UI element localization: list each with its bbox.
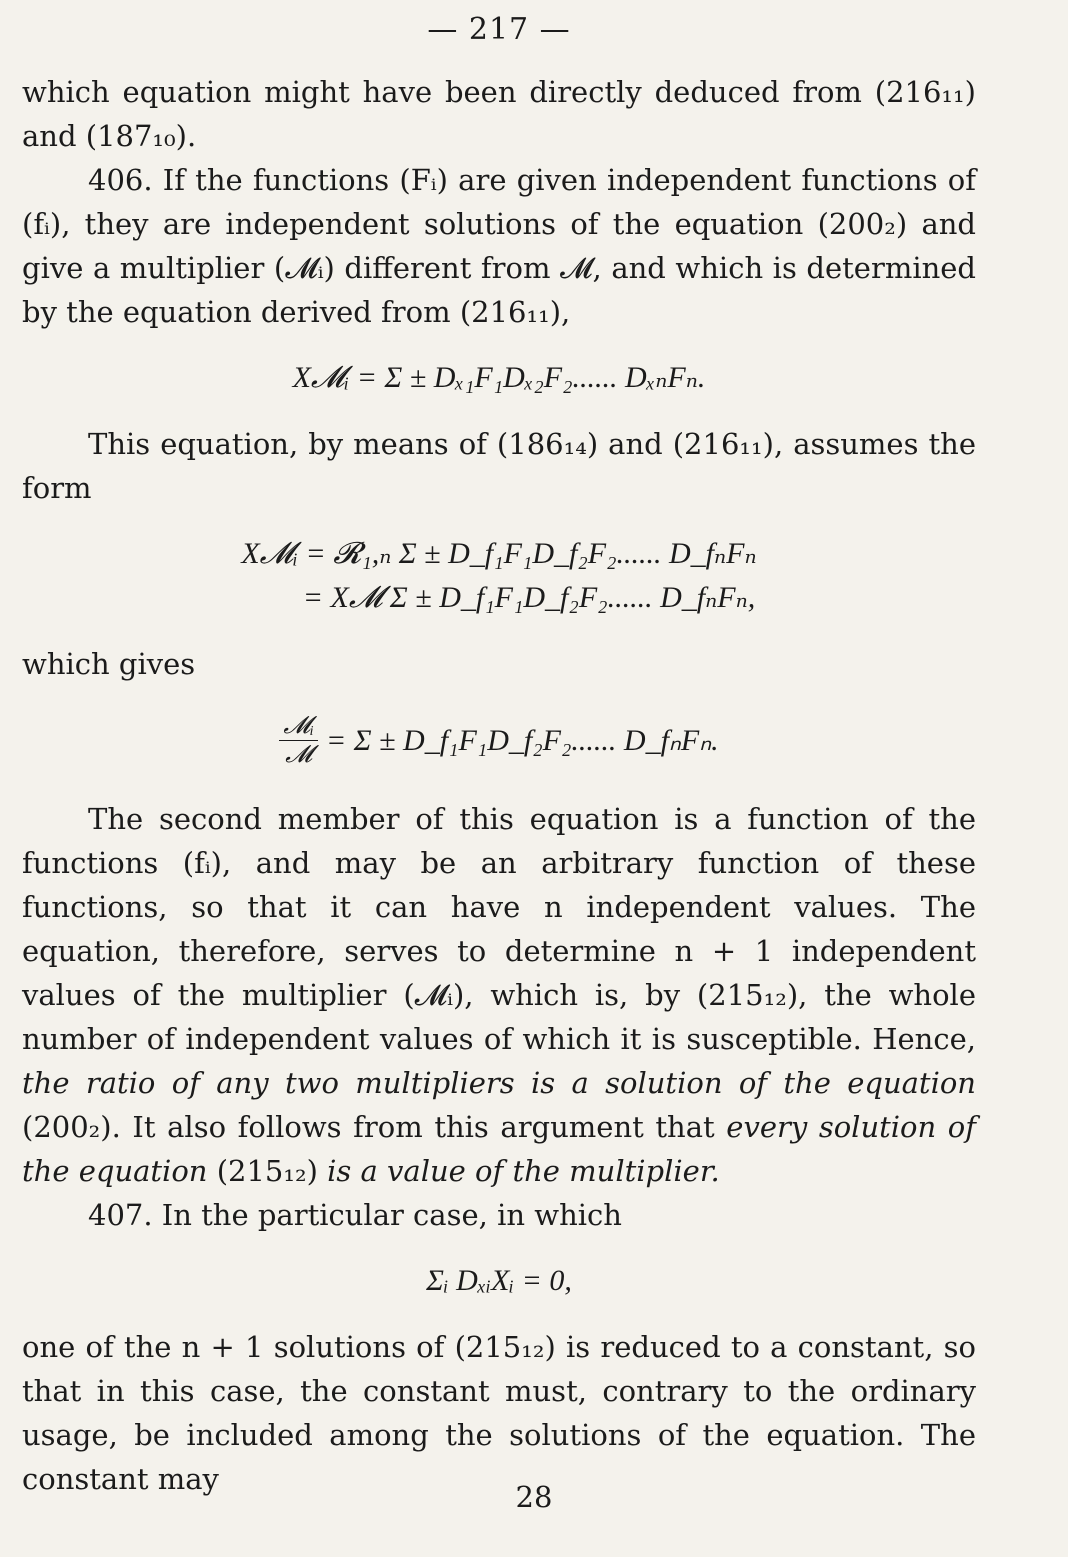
paragraph-second-member	[22, 797, 976, 1193]
paragraph-constant: one of the n + 1 solutions of (215₁₂) is reduced to a constant, so that in this case, the constant must, contrary to the ordinary usage, be included among the solutions of the equation. The constant may	[22, 1330, 976, 1496]
equation-2-line-1: X𝓜ᵢ = 𝓡₁,ₙ Σ ± D_f₁F₁D_f₂F₂...... D_fₙFₙ	[241, 537, 757, 570]
paragraph-this-equation: This equation, by means of (186₁₄) and (216₁₁), assumes the form	[22, 427, 976, 505]
paragraph-407: 407. In the particular case, in which	[88, 1198, 622, 1232]
italic-segment: every solution of the equation	[22, 1110, 976, 1188]
paragraph-which-gives: which gives	[22, 647, 196, 681]
equation-3-fraction	[279, 712, 318, 769]
equation-4: Σᵢ DₓᵢXᵢ = 0,	[426, 1264, 572, 1297]
page-number-header: — 217 —	[427, 12, 571, 47]
fraction-numerator: 𝓜ᵢ	[279, 712, 318, 741]
equation-2	[22, 532, 976, 620]
italic-segment: is a value of the multiplier.	[327, 1154, 720, 1188]
paragraph-continuation: which equation might have been directly deduced from (216₁₁) and (187₁₀).	[22, 75, 976, 153]
equation-3	[22, 712, 976, 769]
fraction-denominator: 𝓜	[285, 742, 313, 768]
equation-2-line-2: = X𝓜 Σ ± D_f₁F₁D_f₂F₂...... D_fₙFₙ,	[302, 581, 756, 614]
paragraph-406: 406. If the functions (Fᵢ) are given independent functions of (fᵢ), they are independent solutions of the equation (200₂) and give a multiplier (𝓜ᵢ) different from 𝓜, and which is determined by the equation derived from (216₁₁),	[22, 163, 976, 329]
signature-number-footer: 28	[515, 1480, 553, 1514]
equation-3-rhs: = Σ ± D_f₁F₁D_f₂F₂...... D_fₙFₙ.	[326, 724, 719, 757]
text-segment: The second member of this equation is a function of the functions (fᵢ), and may be an arbitrary function of these functions, so that it can have n independent values. The equation, therefore, serves to determine n + 1 independent values of the multiplier (𝓜ᵢ), which is, by (215₁₂), the whole number of independent values of which it is susceptible. Hence,	[22, 802, 976, 1056]
text-segment: (215₁₂)	[207, 1154, 328, 1188]
text-segment: (200₂). It also follows from this argument that	[22, 1110, 727, 1144]
italic-segment: the ratio of any two multipliers is a solution of the equation	[22, 1066, 976, 1100]
equation-1: X𝓜ᵢ = Σ ± Dₓ₁F₁Dₓ₂F₂...... DₓₙFₙ.	[292, 361, 706, 394]
